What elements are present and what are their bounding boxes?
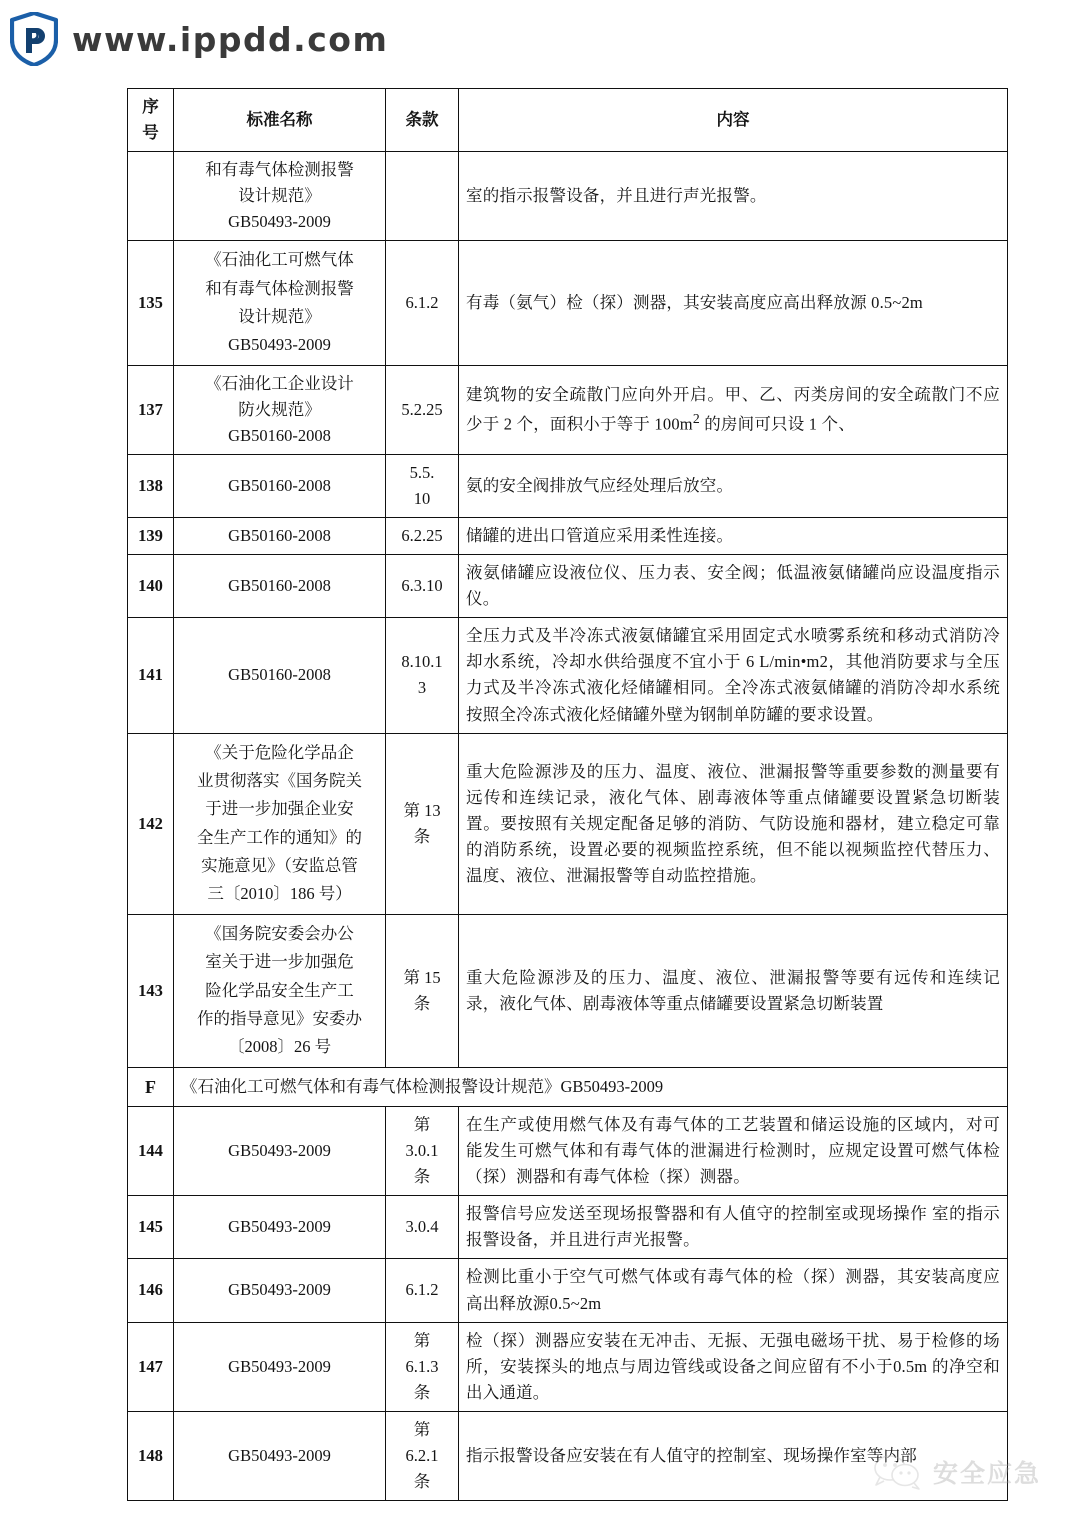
site-header bbox=[10, 8, 388, 70]
standard-name-line: 防火规范》 bbox=[238, 399, 321, 419]
standard-name-line: 作的指导意见》安委办 bbox=[197, 1008, 362, 1028]
clause-line: 条 bbox=[413, 1471, 431, 1491]
standard-name-line: 室关于进一步加强危 bbox=[205, 952, 354, 972]
clause-line: 8.10.1 bbox=[401, 652, 443, 672]
cell-clause bbox=[386, 1259, 459, 1322]
table-row bbox=[128, 365, 1008, 454]
standard-name-line: 三〔2010〕186 号） bbox=[207, 884, 352, 904]
cell-standard-name bbox=[174, 555, 386, 618]
clause-line: 条 bbox=[413, 993, 431, 1013]
column-header-seq-line2: 号 bbox=[142, 123, 159, 143]
table-row bbox=[128, 152, 1008, 241]
cell-content: 在生产或使用燃气体及有毒气体的工艺装置和储运设施的区域内，对可能发生可燃气体和有毒气体的泄漏进行检测时，应规定设置可燃气体检（探）测器和有毒气体检（探）测器。 bbox=[459, 1107, 1008, 1196]
clause-line: 5.5. bbox=[409, 463, 435, 482]
clause-line: 3.0.4 bbox=[405, 1217, 439, 1237]
clause-line: 6.1.2 bbox=[405, 1280, 439, 1300]
column-header-clause: 条款 bbox=[386, 89, 459, 152]
cell-seq bbox=[128, 152, 174, 241]
cell-seq: 142 bbox=[128, 733, 174, 914]
cell-clause bbox=[386, 241, 459, 366]
standards-table bbox=[127, 88, 1008, 1501]
cell-clause bbox=[386, 1107, 459, 1196]
cell-clause bbox=[386, 1322, 459, 1411]
table-header bbox=[128, 89, 1008, 152]
cell-clause bbox=[386, 455, 459, 518]
cell-clause bbox=[386, 518, 459, 555]
wechat-bubble-icon bbox=[872, 1452, 924, 1492]
standard-name-line: GB50160-2008 bbox=[228, 576, 331, 596]
standard-name-line: 《石油化工可燃气体 bbox=[205, 250, 354, 270]
cell-content: 重大危险源涉及的压力、温度、液位、泄漏报警等要有远传和连续记录，液化气体、剧毒液体等重点储罐要设置紧急切断装置 bbox=[459, 914, 1008, 1067]
cell-content: 建筑物的安全疏散门应向外开启。甲、乙、丙类房间的安全疏散门不应少于 2 个，面积小于等于 $100m^2$ 的房间可只设 1 个、 bbox=[459, 365, 1008, 454]
clause-line: 第 bbox=[413, 1115, 431, 1135]
cell-clause bbox=[386, 152, 459, 241]
cell-standard-name bbox=[174, 518, 386, 555]
clause-line: 6.1.2 bbox=[405, 293, 439, 313]
column-header-seq bbox=[128, 89, 174, 152]
clause-line: 6.2.1 bbox=[405, 1445, 439, 1465]
cell-standard-name bbox=[174, 241, 386, 366]
table-section-row bbox=[128, 1067, 1008, 1106]
standard-name-line: 和有毒气体检测报警 bbox=[205, 160, 354, 180]
cell-seq: 138 bbox=[128, 455, 174, 518]
column-header-seq-line1: 序 bbox=[142, 97, 159, 116]
table-body bbox=[128, 152, 1008, 1501]
standard-name-line: 设计规范》 bbox=[238, 186, 321, 206]
table-row bbox=[128, 518, 1008, 555]
standard-name-line: GB50160-2008 bbox=[228, 665, 331, 685]
cell-seq: 137 bbox=[128, 365, 174, 454]
cell-content: 氨的安全阀排放气应经处理后放空。 bbox=[459, 455, 1008, 518]
cell-standard-name bbox=[174, 1411, 386, 1500]
cell-clause bbox=[386, 365, 459, 454]
table-row bbox=[128, 1322, 1008, 1411]
cell-seq: 135 bbox=[128, 241, 174, 366]
footer-watermark bbox=[872, 1452, 1041, 1492]
cell-standard-name bbox=[174, 365, 386, 454]
table-row bbox=[128, 241, 1008, 366]
table-row bbox=[128, 555, 1008, 618]
standard-name-line: GB50493-2009 bbox=[228, 1356, 331, 1376]
table-row bbox=[128, 1107, 1008, 1196]
footer-watermark-text: 安全应急 bbox=[933, 1459, 1042, 1488]
cell-content: 全压力式及半冷冻式液氨储罐宜采用固定式水喷雾系统和移动式消防冷却水系统，冷却水供给强度不宜小于 6 L/min•m2，其他消防要求与全压力式及半冷冻式液化烃储罐相同。全冷冻式液氨储罐的消防冷却水系统按照全冷冻式液化烃储罐外壁为钢制单防罐的要求设置。 bbox=[459, 618, 1008, 733]
table-row bbox=[128, 618, 1008, 733]
clause-line: 条 bbox=[413, 1167, 431, 1187]
cell-content: 液氨储罐应设液位仪、压力表、安全阀；低温液氨储罐尚应设温度指示仪。 bbox=[459, 555, 1008, 618]
clause-line: 3 bbox=[417, 678, 427, 698]
standard-name-line: GB50493-2009 bbox=[228, 335, 331, 355]
cell-standard-name bbox=[174, 1107, 386, 1196]
standard-name-line: 《石油化工企业设计 bbox=[205, 373, 354, 393]
standard-name-line: 于进一步加强企业安 bbox=[205, 799, 354, 819]
column-header-content: 内容 bbox=[459, 89, 1008, 152]
standard-name-line: GB50160-2008 bbox=[228, 476, 331, 496]
standard-name-line: 业贯彻落实《国务院关 bbox=[197, 770, 362, 790]
table-header-row bbox=[128, 89, 1008, 152]
cell-clause bbox=[386, 1411, 459, 1500]
cell-standard-name bbox=[174, 733, 386, 914]
cell-clause bbox=[386, 555, 459, 618]
cell-standard-name bbox=[174, 1196, 386, 1259]
standard-name-line: GB50493-2009 bbox=[228, 1141, 331, 1161]
standard-name-line: GB50493-2009 bbox=[228, 1280, 331, 1300]
standard-name-line: GB50493-2009 bbox=[228, 1217, 331, 1237]
clause-line: 5.2.25 bbox=[401, 399, 443, 419]
standard-name-line: 实施意见》（安监总管 bbox=[201, 856, 358, 876]
standard-name-line: GB50493-2009 bbox=[228, 212, 331, 232]
cell-content: 有毒（氨气）检（探）测器，其安装高度应高出释放源 0.5~2m bbox=[459, 241, 1008, 366]
standard-name-line: 〔2008〕26 号 bbox=[227, 1037, 332, 1057]
cell-clause bbox=[386, 618, 459, 733]
clause-line: 10 bbox=[413, 489, 431, 509]
standard-name-line: 设计规范》 bbox=[238, 307, 321, 327]
cell-clause bbox=[386, 914, 459, 1067]
cell-standard-name bbox=[174, 455, 386, 518]
cell-clause bbox=[386, 1196, 459, 1259]
cell-seq: F bbox=[128, 1067, 174, 1106]
clause-line: 6.2.25 bbox=[401, 526, 443, 546]
cell-seq: 141 bbox=[128, 618, 174, 733]
table-row bbox=[128, 1196, 1008, 1259]
clause-line: 第 bbox=[413, 1419, 431, 1439]
cell-seq: 139 bbox=[128, 518, 174, 555]
cell-seq: 144 bbox=[128, 1107, 174, 1196]
cell-content: 报警信号应发送至现场报警器和有人值守的控制室或现场操作 室的指示报警设备，并且进行声光报警。 bbox=[459, 1196, 1008, 1259]
standard-name-line: GB50160-2008 bbox=[228, 425, 331, 445]
clause-line: 6.1.3 bbox=[405, 1356, 439, 1376]
cell-seq: 143 bbox=[128, 914, 174, 1067]
clause-line: 6.3.10 bbox=[401, 576, 443, 596]
standard-name-line: 险化学品安全生产工 bbox=[205, 980, 354, 1000]
cell-seq: 145 bbox=[128, 1196, 174, 1259]
cell-standard-name bbox=[174, 152, 386, 241]
standard-name-line: 《关于危险化学品企 bbox=[205, 742, 354, 762]
standard-name-line: 《国务院安委会办公 bbox=[205, 923, 354, 943]
cell-standard-name bbox=[174, 914, 386, 1067]
standards-table-wrapper bbox=[127, 88, 1007, 1501]
cell-content: 重大危险源涉及的压力、温度、液位、泄漏报警等重要参数的测量要有远传和连续记录，液化气体、剧毒液体等重点储罐要设置紧急切断装置。要按照有关规定配备足够的消防、气防设施和器材，建立稳定可靠的消防系统，设置必要的视频监控系统，但不能以视频监控代替压力、温度、液位、泄漏报警等自动监控措施。 bbox=[459, 733, 1008, 914]
cell-content: 指示报警设备应安装在有人值守的控制室、现场操作室等内部 bbox=[459, 1411, 1008, 1500]
cell-standard-name bbox=[174, 1322, 386, 1411]
cell-seq: 140 bbox=[128, 555, 174, 618]
cell-seq: 148 bbox=[128, 1411, 174, 1500]
clause-line: 3.0.1 bbox=[405, 1141, 439, 1161]
cell-seq: 146 bbox=[128, 1259, 174, 1322]
clause-line: 第 13 bbox=[403, 800, 441, 820]
cell-seq: 147 bbox=[128, 1322, 174, 1411]
clause-line: 第 15 bbox=[403, 967, 441, 987]
table-row bbox=[128, 455, 1008, 518]
table-row bbox=[128, 1259, 1008, 1322]
cell-content: 储罐的进出口管道应采用柔性连接。 bbox=[459, 518, 1008, 555]
cell-content: 室的指示报警设备，并且进行声光报警。 bbox=[459, 152, 1008, 241]
cell-standard-name bbox=[174, 618, 386, 733]
table-row bbox=[128, 914, 1008, 1067]
standard-name-line: GB50160-2008 bbox=[228, 526, 331, 546]
site-url-text: www.ippdd.com bbox=[72, 19, 389, 59]
standard-name-line: GB50493-2009 bbox=[228, 1445, 331, 1465]
standard-name-line: 和有毒气体检测报警 bbox=[205, 278, 354, 298]
shield-p-logo-icon bbox=[10, 12, 58, 66]
clause-line: 条 bbox=[413, 1382, 431, 1402]
column-header-name: 标准名称 bbox=[174, 89, 386, 152]
cell-section-title: 《石油化工可燃气体和有毒气体检测报警设计规范》GB50493-2009 bbox=[174, 1067, 1008, 1106]
cell-standard-name bbox=[174, 1259, 386, 1322]
cell-content: 检（探）测器应安装在无冲击、无振、无强电磁场干扰、易于检修的场所，安装探头的地点与周边管线或设备之间应留有不小于0.5m 的净空和出入通道。 bbox=[459, 1322, 1008, 1411]
cell-clause bbox=[386, 733, 459, 914]
clause-line: 条 bbox=[413, 826, 431, 846]
cell-content: 检测比重小于空气可燃气体或有毒气体的检（探）测器，其安装高度应高出释放源0.5~2m bbox=[459, 1259, 1008, 1322]
clause-line: 第 bbox=[413, 1330, 431, 1350]
table-row bbox=[128, 733, 1008, 914]
standard-name-line: 全生产工作的通知》的 bbox=[197, 827, 362, 847]
